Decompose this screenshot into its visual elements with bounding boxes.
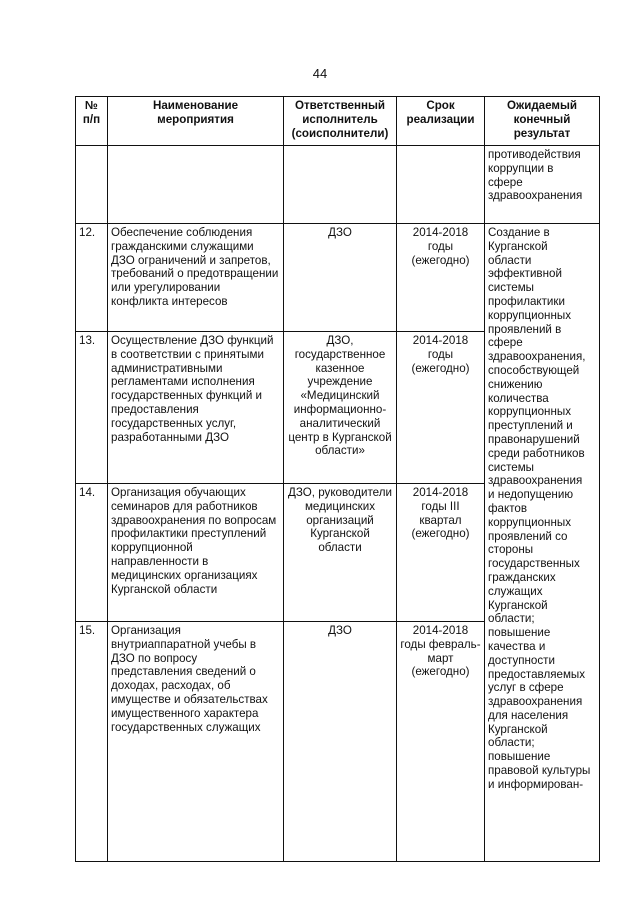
cell-number: 12. xyxy=(76,224,108,332)
cell-term: 2014-2018 годы (ежегодно) xyxy=(397,224,485,332)
cell-result-continuation: противодействия коррупции в сфере здравоохранения xyxy=(485,146,600,224)
cell-executor: ДЗО, государственное казенное учреждение «Медицинский информационно-аналитический центр в Курганской области» xyxy=(284,332,397,484)
cell-executor: ДЗО xyxy=(284,224,397,332)
cell-empty xyxy=(108,146,284,224)
cell-measure-name: Осуществление ДЗО функций в соответствии с принятыми административными регламентами исполнения государственных функций и предоставления государственных услуг, разработанными ДЗО xyxy=(108,332,284,484)
cell-merged-result: Создание в Курганской области эффективной системы профилактики коррупционных проявлений в сфере здравоохранения, способствующей снижению количества коррупционных преступлений и правонарушений среди работников системы здравоохранения и недопущению фактов коррупционных проявлений со стороны государственных гражданских служащих Курганской области; повышение качества и доступности предоставляемых услуг в сфере здравоохранения для населения Курганской области; повышение правовой культуры и информирован- xyxy=(485,224,600,862)
cell-executor: ДЗО xyxy=(284,622,397,862)
cell-term: 2014-2018 годы (ежегодно) xyxy=(397,332,485,484)
header-expected-result: Ожидаемый конечный результат xyxy=(485,97,600,146)
cell-measure-name: Организация обучающих семинаров для работников здравоохранения по вопросам профилактики преступлений коррупционной направленности в медицинских организациях Курганской области xyxy=(108,484,284,622)
cell-number: 15. xyxy=(76,622,108,862)
cell-number: 14. xyxy=(76,484,108,622)
table-row-continuation xyxy=(76,146,600,224)
cell-executor: ДЗО, руководители медицинских организаций Курганской области xyxy=(284,484,397,622)
cell-empty xyxy=(284,146,397,224)
header-measure-name: Наименование мероприятия xyxy=(108,97,284,146)
table-header-row xyxy=(76,97,600,146)
cell-empty xyxy=(397,146,485,224)
cell-number: 13. xyxy=(76,332,108,484)
cell-measure-name: Обеспечение соблюдения гражданскими служащими ДЗО ограничений и запретов, требований о предотвращении или урегулировании конфликта интересов xyxy=(108,224,284,332)
header-number: № п/п xyxy=(76,97,108,146)
page-number: 44 xyxy=(312,66,328,81)
cell-term: 2014-2018 годы III квартал (ежегодно) xyxy=(397,484,485,622)
header-executor: Ответственный исполнитель (соисполнители) xyxy=(284,97,397,146)
header-term: Срок реализации xyxy=(397,97,485,146)
cell-term: 2014-2018 годы февраль-март (ежегодно) xyxy=(397,622,485,862)
table-row xyxy=(76,224,600,332)
measures-table xyxy=(75,96,600,862)
cell-empty xyxy=(76,146,108,224)
cell-measure-name: Организация внутриаппаратной учебы в ДЗО по вопросу представления сведений о доходах, расходах, об имуществе и обязательствах имущественного характера государственных служащих xyxy=(108,622,284,862)
